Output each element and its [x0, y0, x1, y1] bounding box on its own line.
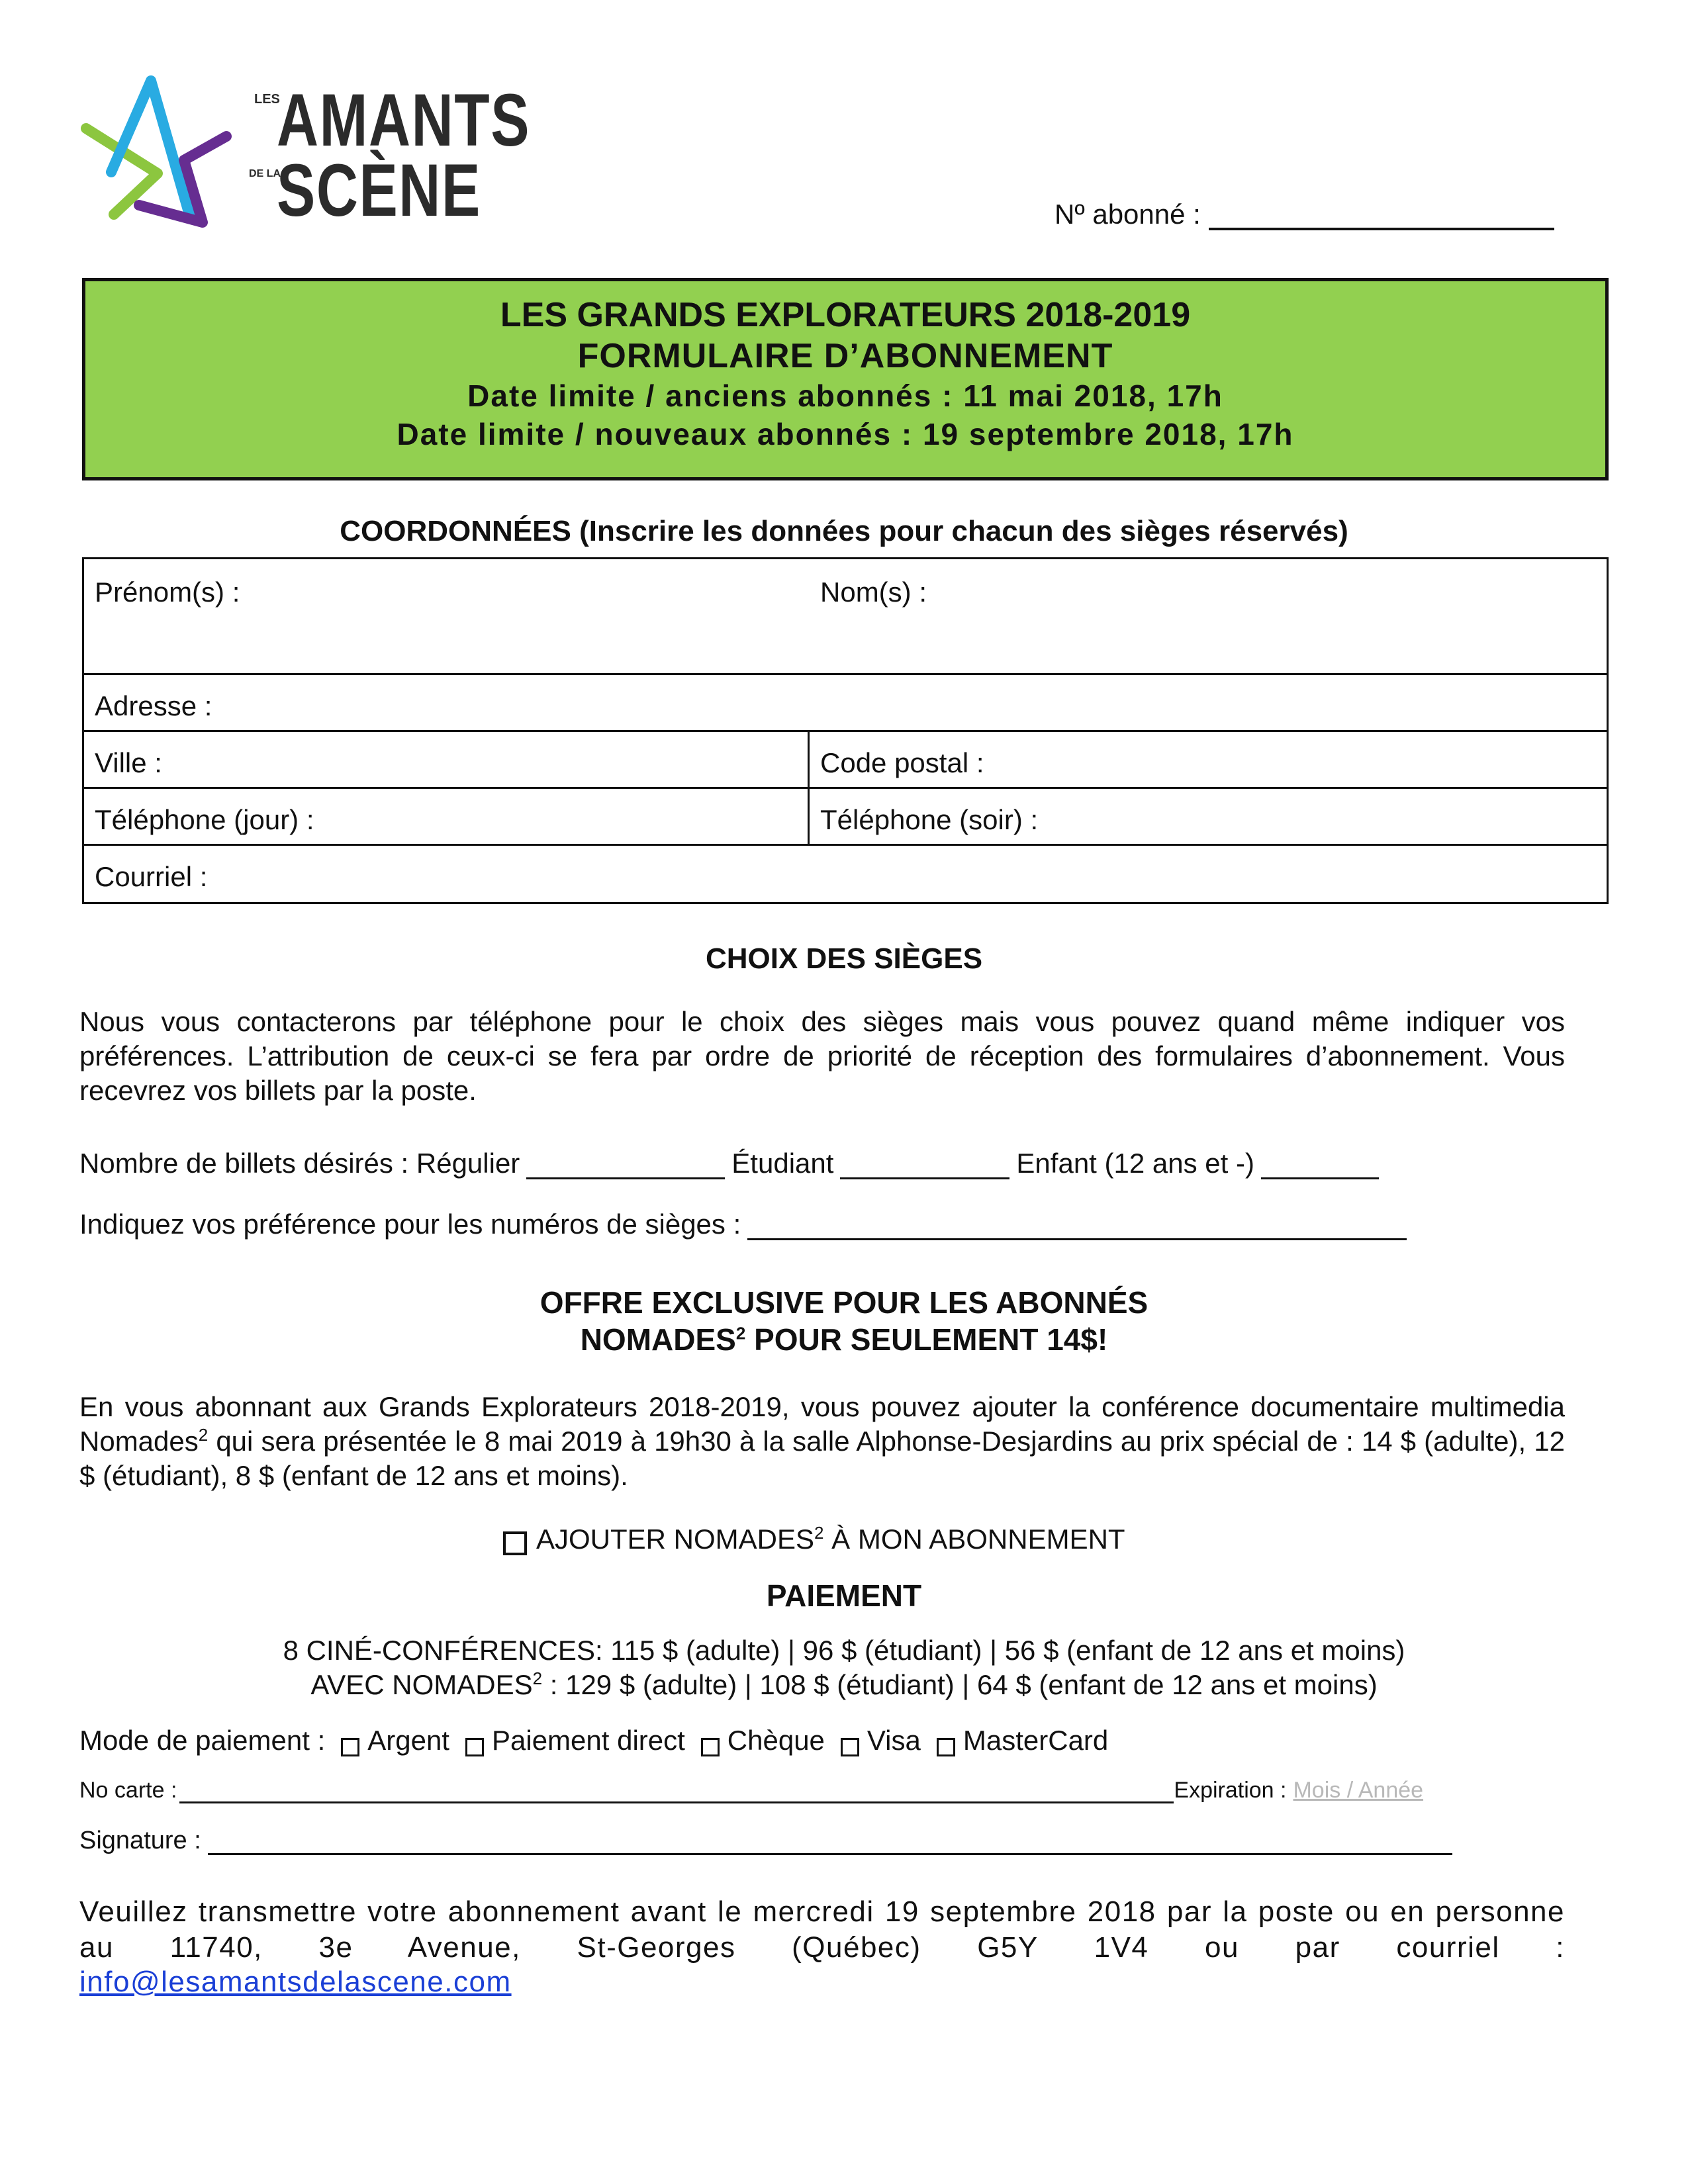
etudiant-label: Étudiant — [731, 1148, 834, 1179]
courriel-field[interactable]: Courriel : — [95, 861, 208, 892]
cheque-option: Chèque — [727, 1725, 825, 1756]
coords-heading: COORDONNÉES (Inscrire les données pour chacun des sièges réservés) — [340, 515, 1348, 547]
paiement-direct-checkbox[interactable] — [465, 1738, 484, 1756]
logo-amants: AMANTS — [277, 79, 531, 161]
payment-mode-label: Mode de paiement : — [79, 1725, 326, 1756]
logo-scene: SCÈNE — [277, 149, 481, 232]
subscriber-number-label: Nº abonné : — [1055, 199, 1201, 230]
card-number-row — [79, 1778, 1423, 1803]
deadline-new-subscribers: Date limite / nouveaux abonnés : 19 septembre 2018, 17h — [397, 417, 1294, 451]
card-number-label: No carte : — [79, 1778, 177, 1803]
expiration-label: Expiration : — [1174, 1778, 1287, 1803]
adresse-field[interactable]: Adresse : — [95, 690, 212, 721]
ville-field[interactable]: Ville : — [95, 747, 162, 778]
signature-label: Signature : — [79, 1827, 201, 1854]
deadline-old-subscribers: Date limite / anciens abonnés : 11 mai 2018, 17h — [467, 379, 1223, 413]
signature-line[interactable] — [208, 1829, 1452, 1855]
checkbox-icon[interactable] — [503, 1531, 527, 1555]
seats-heading: CHOIX DES SIÈGES — [705, 942, 983, 975]
seats-paragraph: Nous vous contacterons par téléphone pour le choix des sièges mais vous pouvez quand même indiquer vos préférences. L’attribution de ceux-ci se fera par ordre de priorité de réception des formulaires d’abonnement. Vous recevrez vos billets par la poste. — [79, 1006, 1565, 1106]
footer-instructions: Veuillez transmettre votre abonnement avant le mercredi 19 septembre 2018 par la poste ou en personne au 11740, 3e Avenue, St-Georges (Québec) G5Y 1V4 ou par courriel : — [79, 1895, 1565, 1964]
email-link[interactable]: info@lesamantsdelascene.com — [79, 1966, 512, 1998]
telephone-soir-field[interactable]: Téléphone (soir) : — [820, 804, 1039, 835]
payment-mode-row — [79, 1725, 1108, 1756]
etudiant-count-line[interactable] — [840, 1153, 1009, 1179]
coords-table — [82, 557, 1609, 904]
column-divider — [808, 730, 810, 844]
subscriber-number-field[interactable] — [1055, 199, 1554, 230]
nom-field[interactable]: Nom(s) : — [820, 576, 927, 608]
prenom-field[interactable]: Prénom(s) : — [95, 576, 240, 608]
banner-subtitle: FORMULAIRE D’ABONNEMENT — [577, 337, 1113, 375]
tickets-label: Nombre de billets désirés : Régulier — [79, 1148, 520, 1179]
signature-row — [79, 1827, 1459, 1855]
regulier-count-line[interactable] — [526, 1153, 725, 1179]
code-postal-field[interactable]: Code postal : — [820, 747, 984, 778]
banner-title: LES GRANDS EXPLORATEURS 2018-2019 — [500, 296, 1191, 334]
seat-preference-row — [79, 1208, 1413, 1240]
paiement-direct-option: Paiement direct — [491, 1725, 685, 1756]
offer-paragraph: En vous abonnant aux Grands Explorateurs 2018-2019, vous pouvez ajouter la conférence documentaire multimedia Nomades$^2$ qui sera présentée le 8 mai 2019 à 19h30 à la salle Alphonse-Desjardins au prix spécial de : 14 $ (adulte), 12 $ (étudiant), 8 $ (enfant de 12 ans et moins). — [79, 1391, 1565, 1491]
logo — [73, 73, 531, 232]
seat-preference-label: Indiquez vos préférence pour les numéros de sièges : — [79, 1208, 741, 1240]
add-nomades-checkbox[interactable] — [503, 1524, 1125, 1555]
add-nomades-label: AJOUTER NOMADES$^2$ À MON ABONNEMENT — [536, 1523, 1125, 1555]
offer-heading-line2: NOMADES$^2$ POUR SEULEMENT 14$! — [580, 1322, 1108, 1357]
argent-option: Argent — [367, 1725, 449, 1756]
row-divider — [84, 844, 1607, 846]
enfant-label: Enfant (12 ans et -) — [1016, 1148, 1254, 1179]
star-logo-icon — [73, 73, 238, 232]
row-divider — [84, 673, 1607, 675]
seat-preference-line[interactable] — [747, 1214, 1407, 1240]
offer-heading — [0, 1284, 1688, 1358]
argent-checkbox[interactable] — [341, 1738, 359, 1756]
payment-heading: PAIEMENT — [766, 1578, 922, 1613]
mastercard-checkbox[interactable] — [937, 1738, 955, 1756]
price-line-1: 8 CINÉ-CONFÉRENCES: 115 $ (adulte) | 96 $ (étudiant) | 56 $ (enfant de 12 ans et moins) — [283, 1635, 1405, 1666]
offer-heading-line1: OFFRE EXCLUSIVE POUR LES ABONNÉS — [539, 1285, 1149, 1320]
subscriber-number-line[interactable] — [1209, 203, 1554, 230]
logo-de-la: DE LA — [249, 168, 281, 179]
row-divider — [84, 730, 1607, 732]
row-divider — [84, 787, 1607, 789]
price-line-2: AVEC NOMADES$^2$ : 129 $ (adulte) | 108 $ (étudiant) | 64 $ (enfant de 12 ans et moins) — [310, 1668, 1378, 1700]
enfant-count-line[interactable] — [1261, 1153, 1379, 1179]
logo-les: LES — [254, 92, 280, 107]
visa-checkbox[interactable] — [841, 1738, 859, 1756]
cheque-checkbox[interactable] — [701, 1738, 720, 1756]
tickets-row — [79, 1148, 1385, 1179]
title-banner — [82, 278, 1609, 480]
visa-option: Visa — [867, 1725, 921, 1756]
mastercard-option: MasterCard — [962, 1725, 1109, 1756]
expiration-hint[interactable]: Mois / Année — [1293, 1778, 1424, 1803]
telephone-jour-field[interactable]: Téléphone (jour) : — [95, 804, 314, 835]
card-number-line[interactable] — [179, 1781, 1174, 1803]
